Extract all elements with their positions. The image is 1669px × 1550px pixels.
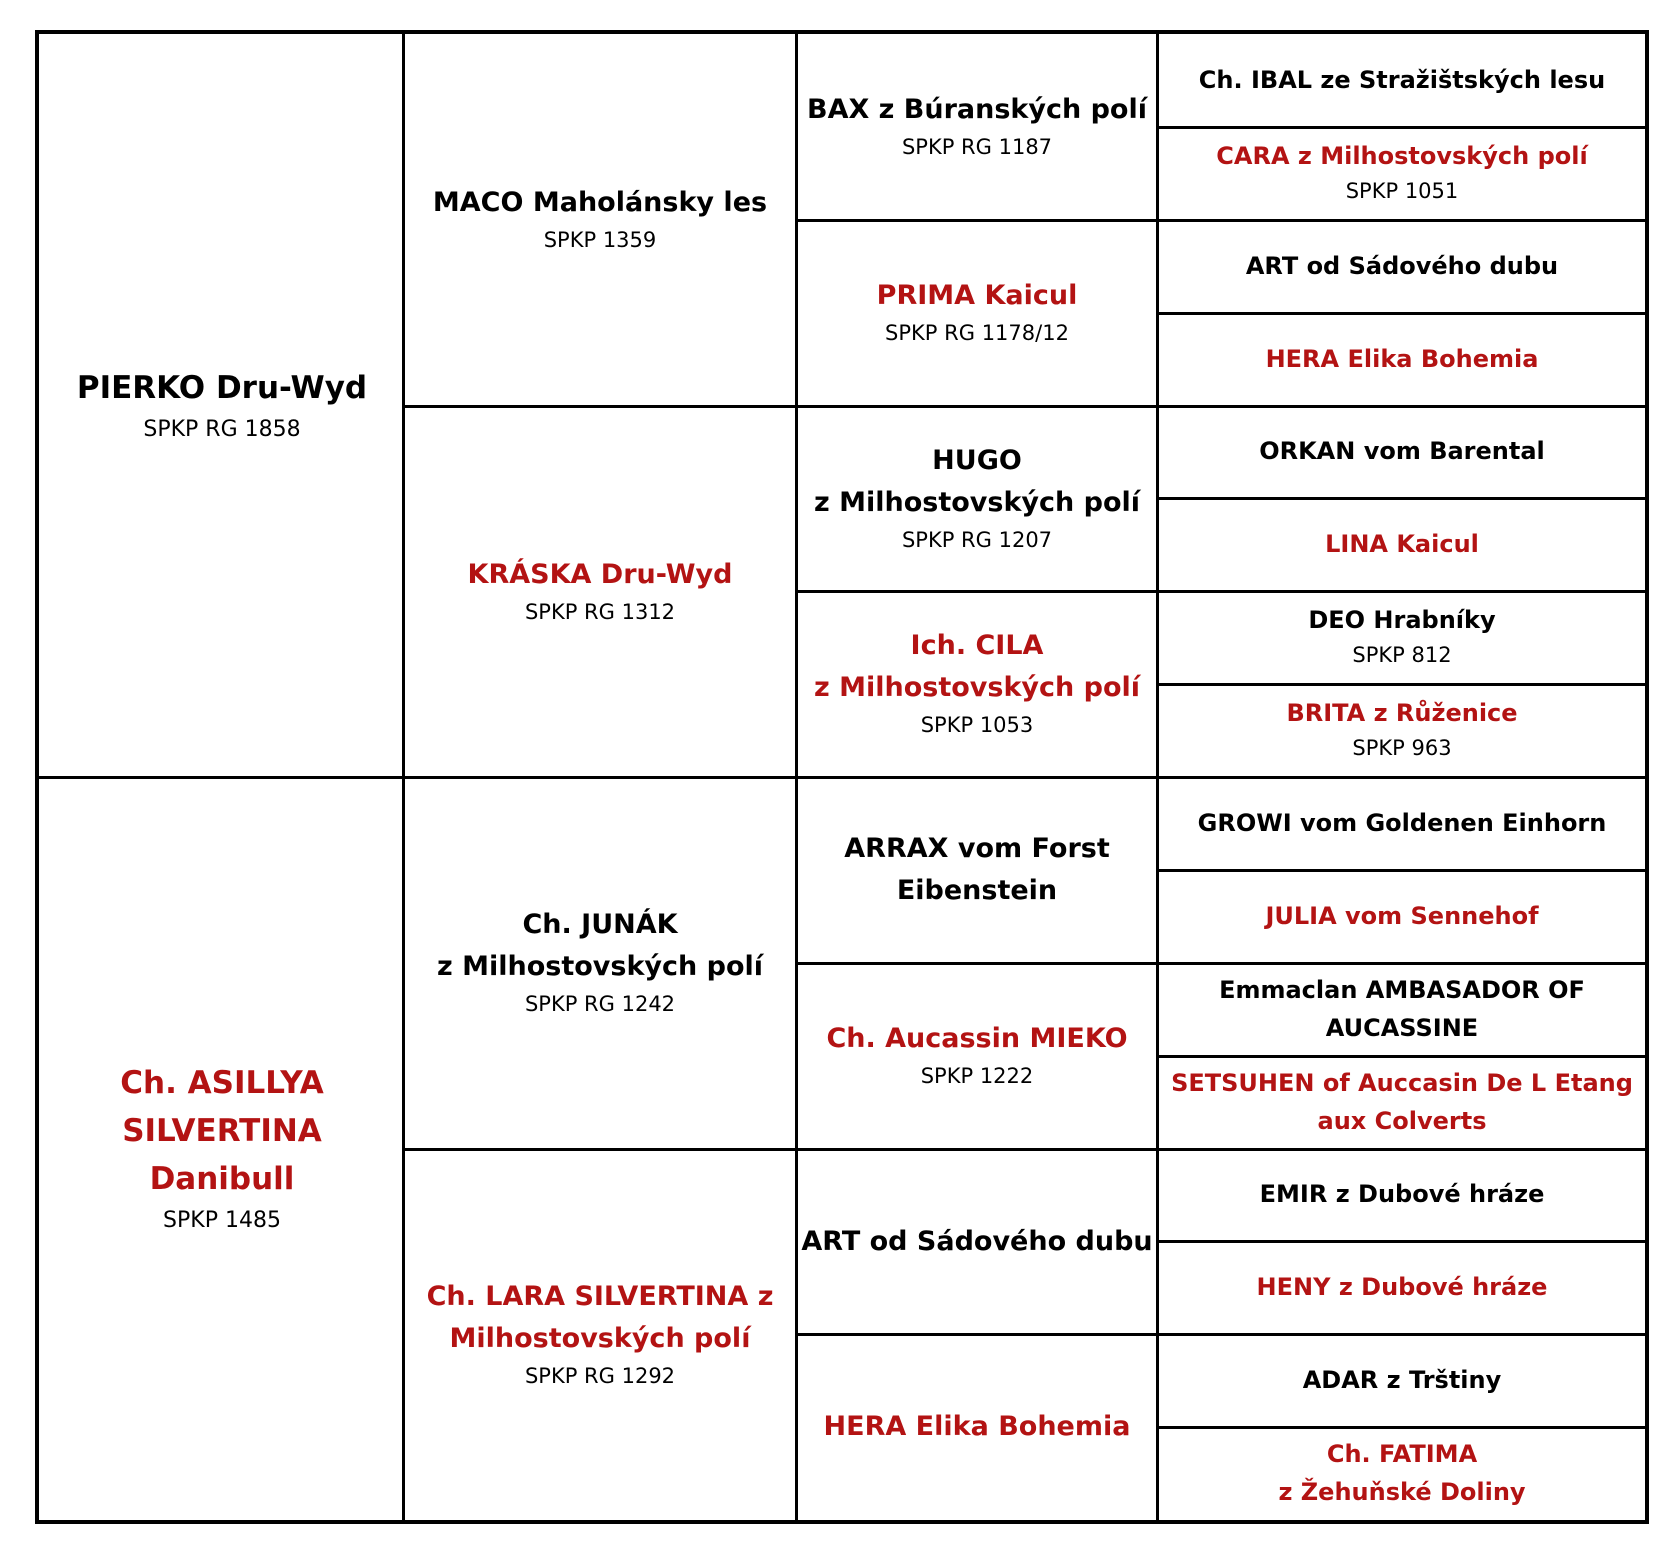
- dog-name: GROWI vom Goldenen Einhorn: [1197, 808, 1607, 837]
- registration-number: SPKP 1222: [920, 1064, 1034, 1089]
- dog-name: Emmaclan AMBASADOR OF: [1219, 976, 1585, 1005]
- great-grandparent-cell: [798, 777, 1156, 963]
- dog-name: MACO Maholánsky les: [432, 187, 768, 219]
- registration-number: SPKP RG 1292: [524, 1363, 676, 1388]
- great-great-grandparent-cell: [1159, 591, 1645, 684]
- parent-cell: [42, 34, 402, 777]
- dog-name: AUCASSINE: [1325, 1013, 1479, 1042]
- registration-number: SPKP RG 1187: [901, 135, 1053, 160]
- dog-name: z Milhostovských polí: [813, 672, 1141, 704]
- dog-name: Ch. JUNÁK: [522, 909, 678, 941]
- registration-number: SPKP RG 1178/12: [885, 321, 1069, 346]
- great-grandparent-cell: [798, 220, 1156, 406]
- great-great-grandparent-cell: [1159, 684, 1645, 777]
- dog-name: HUGO: [932, 444, 1022, 476]
- column-divider: [1156, 34, 1159, 1520]
- registration-number: SPKP 812: [1352, 643, 1452, 668]
- registration-number: SPKP RG 1858: [143, 416, 301, 442]
- great-great-grandparent-cell: [1159, 870, 1645, 963]
- dog-name: ADAR z Trštiny: [1302, 1365, 1502, 1394]
- great-great-grandparent-cell: [1159, 34, 1645, 127]
- dog-name: Ch. ASILLYA SILVERTINA: [120, 1064, 324, 1149]
- great-great-grandparent-cell: [1159, 498, 1645, 591]
- dog-name: z Milhostovských polí: [813, 486, 1141, 518]
- registration-number: SPKP 1485: [163, 1207, 281, 1233]
- great-grandparent-cell: [798, 963, 1156, 1149]
- grandparent-cell: [405, 34, 795, 406]
- dog-name: PRIMA Kaicul: [876, 280, 1078, 312]
- dog-name: HERA Elika Bohemia: [1265, 344, 1539, 373]
- dog-name: JULIA vom Sennehof: [1265, 901, 1539, 930]
- registration-number: SPKP 1051: [1345, 179, 1459, 204]
- dog-name: Ch. Aucassin MIEKO: [826, 1023, 1128, 1055]
- dog-name: Ch. LARA SILVERTINA z: [426, 1280, 774, 1312]
- great-grandparent-cell: [798, 1334, 1156, 1520]
- dog-name: ORKAN vom Barental: [1259, 437, 1545, 466]
- great-grandparent-cell: [798, 591, 1156, 777]
- grandparent-cell: [405, 1149, 795, 1520]
- dog-name: HERA Elika Bohemia: [823, 1411, 1131, 1443]
- dog-name: HENY z Dubové hráze: [1256, 1272, 1548, 1301]
- dog-name: ART od Sádového dubu: [1245, 251, 1559, 280]
- great-grandparent-cell: [798, 34, 1156, 220]
- great-great-grandparent-cell: [1159, 963, 1645, 1056]
- great-great-grandparent-cell: [1159, 220, 1645, 313]
- registration-number: SPKP 963: [1352, 736, 1452, 761]
- dog-name: KRÁSKA Dru-Wyd: [467, 558, 733, 590]
- grandparent-cell: [405, 406, 795, 777]
- dog-name: PIERKO Dru-Wyd: [76, 369, 368, 406]
- column-divider: [402, 34, 405, 1520]
- pedigree-table: [35, 30, 1649, 1524]
- dog-name: EMIR z Dubové hráze: [1259, 1180, 1545, 1209]
- great-great-grandparent-cell: [1159, 1056, 1645, 1149]
- great-great-grandparent-cell: [1159, 1427, 1645, 1520]
- great-great-grandparent-cell: [1159, 1334, 1645, 1427]
- dog-name: SETSUHEN of Auccasin De L Etang: [1171, 1069, 1633, 1098]
- registration-number: SPKP RG 1312: [524, 599, 676, 624]
- dog-name: Eibenstein: [896, 875, 1058, 906]
- great-grandparent-cell: [798, 1149, 1156, 1334]
- registration-number: SPKP RG 1242: [524, 992, 676, 1017]
- dog-name: z Žehuňské Doliny: [1278, 1477, 1526, 1506]
- dog-name: LINA Kaicul: [1325, 529, 1479, 558]
- dog-name: Ch. IBAL ze Stražištských lesu: [1198, 65, 1606, 94]
- dog-name: CARA z Milhostovských polí: [1216, 142, 1588, 171]
- column-divider: [795, 34, 798, 1520]
- dog-name: Ich. CILA: [910, 630, 1044, 662]
- great-great-grandparent-cell: [1159, 1149, 1645, 1241]
- registration-number: SPKP 1053: [920, 713, 1034, 738]
- registration-number: SPKP 1359: [543, 228, 657, 253]
- dog-name: z Milhostovských polí: [436, 951, 764, 983]
- grandparent-cell: [405, 777, 795, 1149]
- great-great-grandparent-cell: [1159, 127, 1645, 220]
- dog-name: Danibull: [149, 1160, 295, 1197]
- dog-name: Ch. FATIMA: [1326, 1440, 1478, 1469]
- parent-cell: [42, 777, 402, 1520]
- dog-name: aux Colverts: [1317, 1106, 1487, 1135]
- dog-name: ARRAX vom Forst: [844, 833, 1110, 865]
- great-great-grandparent-cell: [1159, 313, 1645, 406]
- great-great-grandparent-cell: [1159, 1241, 1645, 1334]
- great-grandparent-cell: [798, 406, 1156, 591]
- dog-name: Milhostovských polí: [449, 1322, 751, 1354]
- dog-name: BAX z Búranských polí: [806, 94, 1147, 126]
- great-great-grandparent-cell: [1159, 777, 1645, 870]
- dog-name: ART od Sádového dubu: [801, 1225, 1153, 1257]
- great-great-grandparent-cell: [1159, 406, 1645, 498]
- dog-name: BRITA z Růženice: [1286, 699, 1518, 728]
- dog-name: DEO Hrabníky: [1308, 606, 1496, 635]
- registration-number: SPKP RG 1207: [901, 527, 1053, 552]
